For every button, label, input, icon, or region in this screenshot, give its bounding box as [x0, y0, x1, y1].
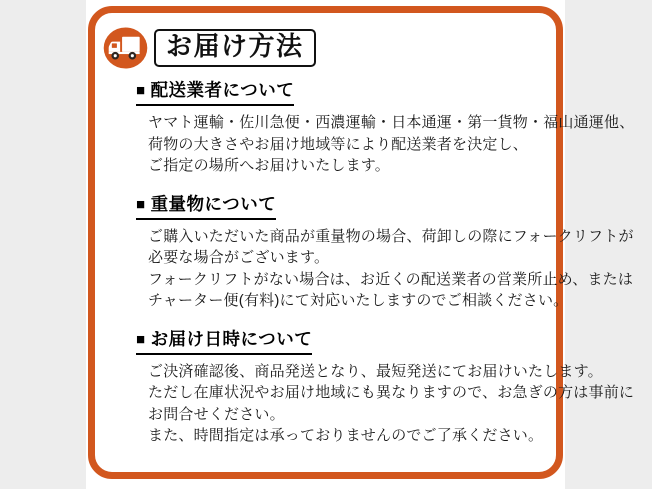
panel-content: [95, 13, 635, 447]
section-delivery-datetime: [136, 326, 635, 447]
section-heading-text: 重量物について: [150, 193, 277, 214]
body-line: お問合せください。: [148, 405, 285, 423]
panel-header: [103, 27, 546, 69]
section-heading: [136, 326, 312, 355]
section-body: [148, 112, 635, 177]
sections: [103, 77, 635, 447]
body-line: 必要な場合がございます。: [148, 249, 330, 266]
body-line: ご購入いただいた商品が重量物の場合、荷卸しの際にフォークリフトが: [148, 227, 634, 245]
square-bullet-icon: ■: [136, 330, 146, 348]
section-body: [148, 226, 634, 312]
body-line: ご指定の場所へお届けいたします。: [148, 157, 391, 174]
truck-icon: [103, 27, 148, 69]
delivery-info-panel: [88, 6, 635, 479]
body-line: ヤマト運輸・佐川急便・西濃運輸・日本通運・第一貨物・福山通運他、: [148, 114, 635, 131]
body-line: フォークリフトがない場合は、お近くの配送業者の営業所止め、または: [148, 270, 634, 288]
body-line: ご決済確認後、商品発送となり、最短発送にてお届けいたします。: [148, 362, 603, 380]
square-bullet-icon: ■: [136, 195, 146, 213]
section-heading: [136, 191, 276, 220]
section-body: [148, 361, 635, 447]
page-title: お届け方法: [154, 29, 316, 67]
section-heading: [136, 77, 294, 106]
section-heading-text: お届け日時について: [150, 328, 313, 349]
section-shipping-carriers: [136, 77, 635, 177]
body-line: また、時間指定は承っておりませんのでご了承ください。: [148, 427, 544, 444]
body-line: 荷物の大きさやお届け地域等により配送業者を決定し、: [148, 135, 529, 153]
body-line: ただし在庫状況やお届け地域にも異なりますので、お急ぎの方は事前に: [148, 384, 635, 401]
body-line: チャーター便(有料)にて対応いたしますのでご相談ください。: [148, 292, 569, 309]
section-heading-text: 配送業者について: [150, 80, 295, 100]
section-heavy-items: [136, 191, 634, 312]
square-bullet-icon: ■: [136, 82, 146, 99]
